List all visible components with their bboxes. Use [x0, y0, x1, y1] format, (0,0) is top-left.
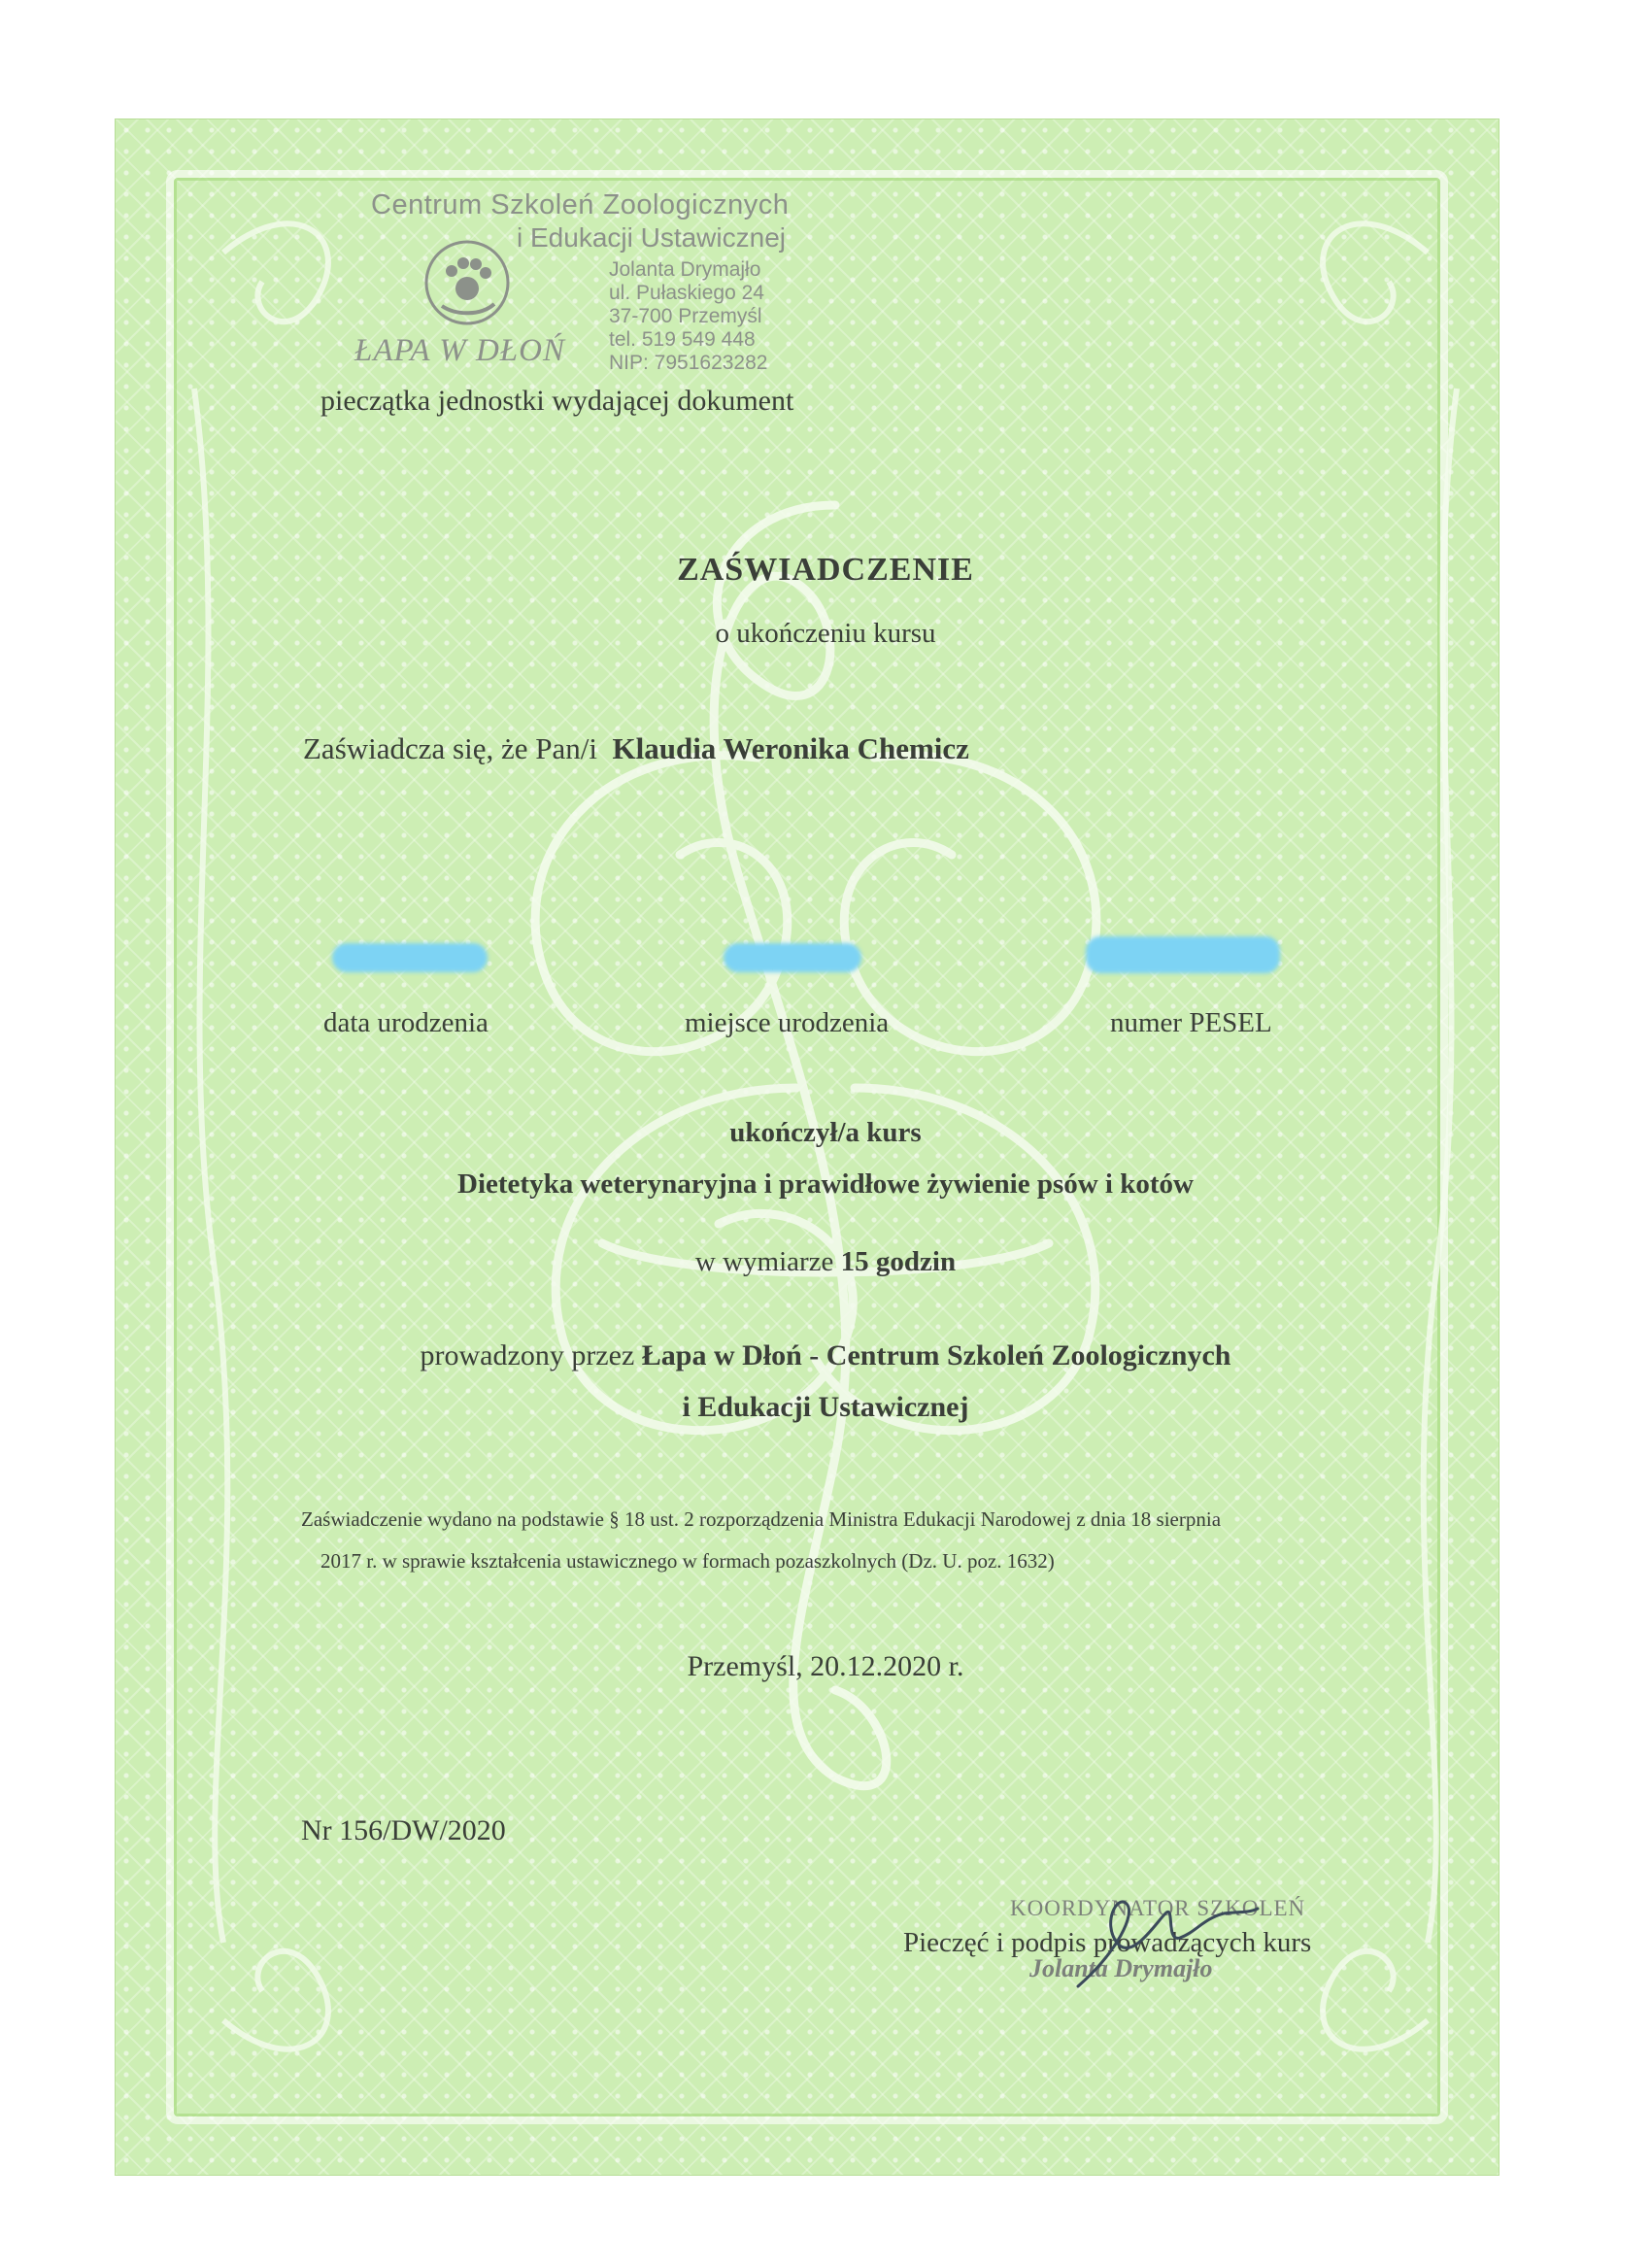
certificate-number: Nr 156/DW/2020: [301, 1814, 506, 1846]
redacted-birth-date: [332, 943, 488, 972]
person-name: Klaudia Weronika Chemicz: [612, 731, 969, 765]
completed-course-heading: ukończył/a kurs: [729, 1117, 922, 1148]
handwritten-signature: [1059, 1884, 1272, 2001]
birth-place-label: miejsce urodzenia: [685, 1007, 890, 1038]
redacted-pesel: [1086, 936, 1280, 973]
stamp-brand: ŁAPA W DŁOŃ: [354, 333, 565, 368]
stamp-caption: pieczątka jednostki wydającej dokument: [320, 385, 794, 417]
place-and-date: Przemyśl, 20.12.2020 r.: [687, 1650, 964, 1682]
organizer-name-line-2: i Edukacji Ustawicznej: [682, 1391, 969, 1423]
duration-value: 15 godzin: [840, 1246, 957, 1277]
stamp-line-2: i Edukacji Ustawicznej: [517, 222, 786, 253]
course-name: Dietetyka weterynaryjna i prawidłowe żywienie psów i kotów: [457, 1168, 1194, 1200]
stamp-nip: NIP: 7951623282: [609, 352, 768, 374]
signature-caption: Pieczęć i podpis prowadzących kurs: [903, 1927, 1312, 1958]
pesel-label: numer PESEL: [1110, 1007, 1272, 1038]
certifies-statement: [303, 731, 969, 766]
paw-hand-logo-icon: [422, 238, 512, 327]
signature-stamp-role: KOORDYNATOR SZKOLEŃ: [1010, 1896, 1306, 1920]
issuer-stamp: [291, 189, 835, 384]
subtitle: o ukończeniu kursu: [715, 618, 936, 649]
certifies-prefix: Zaświadcza się, że Pan/i: [303, 731, 597, 765]
duration-prefix: w wymiarze: [694, 1246, 834, 1277]
legal-basis-line-2: 2017 r. w sprawie kształcenia ustawicznego w formach pozaszkolnych (Dz. U. poz. 1632): [320, 1549, 1055, 1573]
legal-basis-line-1: Zaświadczenie wydano na podstawie § 18 ust. 2 rozporządzenia Ministra Edukacji Narodowej z dnia 18 sierpnia: [301, 1507, 1222, 1531]
stamp-line-1: Centrum Szkoleń Zoologicznych: [371, 189, 790, 220]
stamp-street: ul. Pułaskiego 24: [609, 282, 764, 304]
stamp-phone: tel. 519 549 448: [609, 328, 756, 351]
page-title: ZAŚWIADCZENIE: [677, 552, 974, 588]
redacted-birth-place: [724, 943, 861, 972]
duration-line: [0, 1246, 1651, 1278]
organizer-line: [0, 1339, 1651, 1372]
stamp-name: Jolanta Drymajło: [609, 258, 761, 281]
stamp-city: 37-700 Przemyśl: [609, 305, 762, 327]
organizer-name: Łapa w Dłoń - Centrum Szkoleń Zoologicznych: [641, 1339, 1231, 1371]
organizer-prefix: prowadzony przez: [420, 1339, 635, 1371]
birth-date-label: data urodzenia: [323, 1007, 489, 1038]
signature-stamp-name: Jolanta Drymajło: [1029, 1954, 1213, 1982]
